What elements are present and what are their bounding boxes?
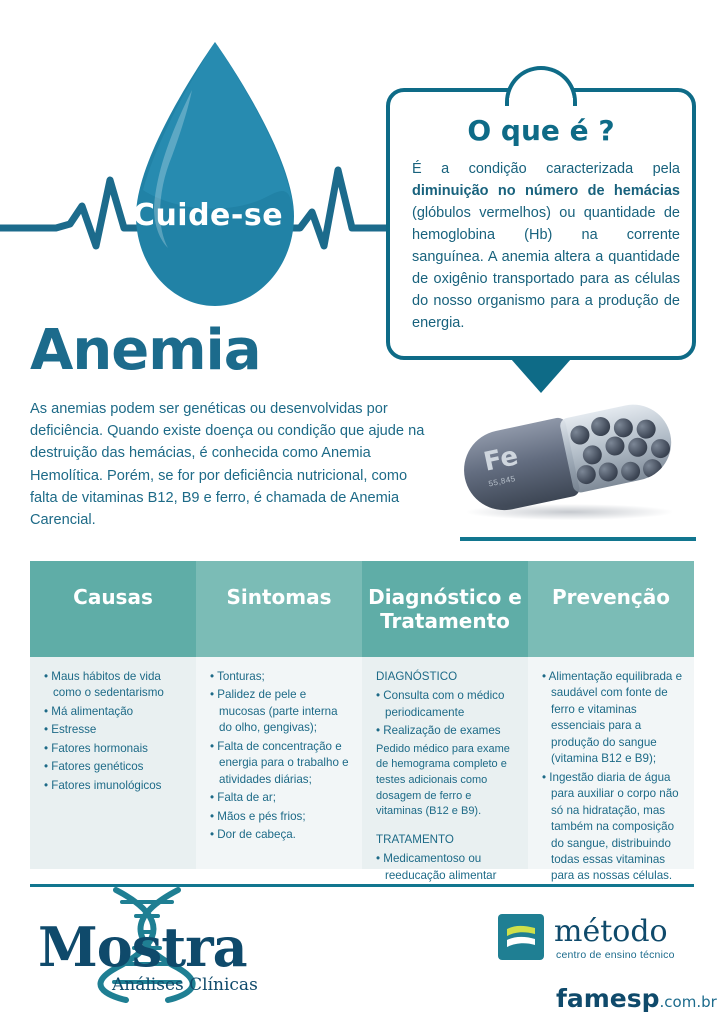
list-item: • Falta de concentração e energia para o trabalho e atividades diárias; (210, 739, 349, 786)
mostra-logo (38, 915, 308, 995)
capsule-element-label: Fe (481, 441, 521, 478)
mostra-tagline: Análises Clínicas (112, 975, 258, 995)
metodo-logo-icon (498, 914, 544, 960)
famesp-tld: .com.br (659, 993, 717, 1011)
callout-tail (511, 359, 571, 393)
list-item: • Mãos e pés frios; (210, 809, 306, 823)
blood-drop-icon (100, 30, 330, 330)
list-item: • Dor de cabeça. (210, 828, 296, 842)
list-item: • Consulta com o médico periodicamente (376, 689, 505, 719)
callout-title: O que é ? (467, 114, 615, 147)
callout-body-suffix: (glóbulos vermelhos) ou quantidade de hemoglobina (Hb) na corrente sanguínea. A anemia altera a quantidade de oxigênio transportado para as células do nosso organismo para a produção de energia. (412, 205, 680, 332)
list-item: • Tonturas; (210, 670, 265, 683)
list-item: • Má alimentação (44, 704, 134, 718)
capsule-atomic-mass: 55,845 (487, 473, 517, 489)
list-item: • Fatores genéticos (44, 760, 144, 774)
metodo-logo (498, 912, 698, 968)
list-item: • Palidez de pele e mucosas (parte interna do olho, gengivas); (210, 688, 338, 735)
list-item: • Realização de exames (376, 724, 501, 738)
list-item: • Fatores hormonais (44, 741, 148, 755)
iron-capsule-image (455, 408, 685, 533)
column-title: Sintomas (226, 585, 332, 609)
what-is-callout (386, 88, 696, 360)
list-item: • Maus hábitos de vida como o sedentarismo (44, 670, 164, 700)
note-text: Pedido médico para exame de hemograma completo e testes adicionais como dosagem de ferro e vitaminas (B12 e B9). (376, 742, 510, 818)
column-header (30, 561, 196, 657)
section-heading: DIAGNÓSTICO (376, 670, 458, 683)
metodo-wordmark: método (554, 914, 668, 949)
column-causas (30, 561, 196, 869)
capsule-underline (460, 537, 696, 541)
list-item: • Fatores imunológicos (44, 778, 162, 792)
list-item: • Ingestão diaria de água para auxiliar o corpo não só na hidratação, mas também na composição do sangue, distribuindo todas essas vitaminas para as nossas células. (542, 770, 679, 883)
capsule-right-half (559, 398, 678, 494)
column-title: Causas (73, 585, 153, 609)
famesp-wordmark (556, 984, 717, 1013)
column-content (210, 669, 352, 846)
callout-body-bold: diminuição no número de hemácias (412, 183, 680, 200)
cuide-se-badge: Cuide-se (132, 198, 284, 233)
column-content (376, 669, 518, 886)
mostra-wordmark: Mostra (38, 915, 247, 979)
info-columns (30, 561, 694, 883)
column-header (196, 561, 362, 657)
column-content (542, 669, 684, 887)
column-content (44, 669, 186, 796)
column-sintomas (196, 561, 362, 869)
callout-body-prefix: É a condição caracterizada pela (412, 161, 680, 177)
metodo-tagline: centro de ensino técnico (556, 949, 675, 961)
column-title: Diagnóstico e Tratamento (368, 585, 522, 633)
page-title: Anemia (30, 318, 261, 383)
list-item: • Alimentação equilibrada e saudável com fonte de ferro e vitaminas essenciais para a produção do sangue (vitamina B12 e B9); (542, 670, 683, 766)
famesp-name: famesp (556, 984, 660, 1013)
section-heading: TRATAMENTO (376, 832, 454, 846)
list-item: • Medicamentoso ou reeducação alimentar (376, 852, 497, 882)
column-prevencao (528, 561, 694, 883)
callout-body (412, 158, 680, 334)
list-item: • Falta de ar; (210, 791, 276, 805)
intro-paragraph: As anemias podem ser genéticas ou desenvolvidas por deficiência. Quando existe doença ou condição que ajude na destruição das hemácias, é conhecida como Anemia Hemolítica. Porém, se for por deficiência nutricional, como falta de vitaminas B12, B9 e ferro, é chamada de Anemia Carencial. (30, 401, 425, 528)
callout-notch-cover (509, 98, 573, 112)
column-title: Prevenção (551, 585, 671, 609)
column-diagnostico-tratamento (362, 561, 528, 882)
spacer (376, 822, 518, 832)
list-item: • Estresse (44, 723, 97, 737)
capsule-shape (457, 395, 685, 522)
column-header (528, 561, 694, 657)
capsule-shadow (467, 504, 672, 520)
